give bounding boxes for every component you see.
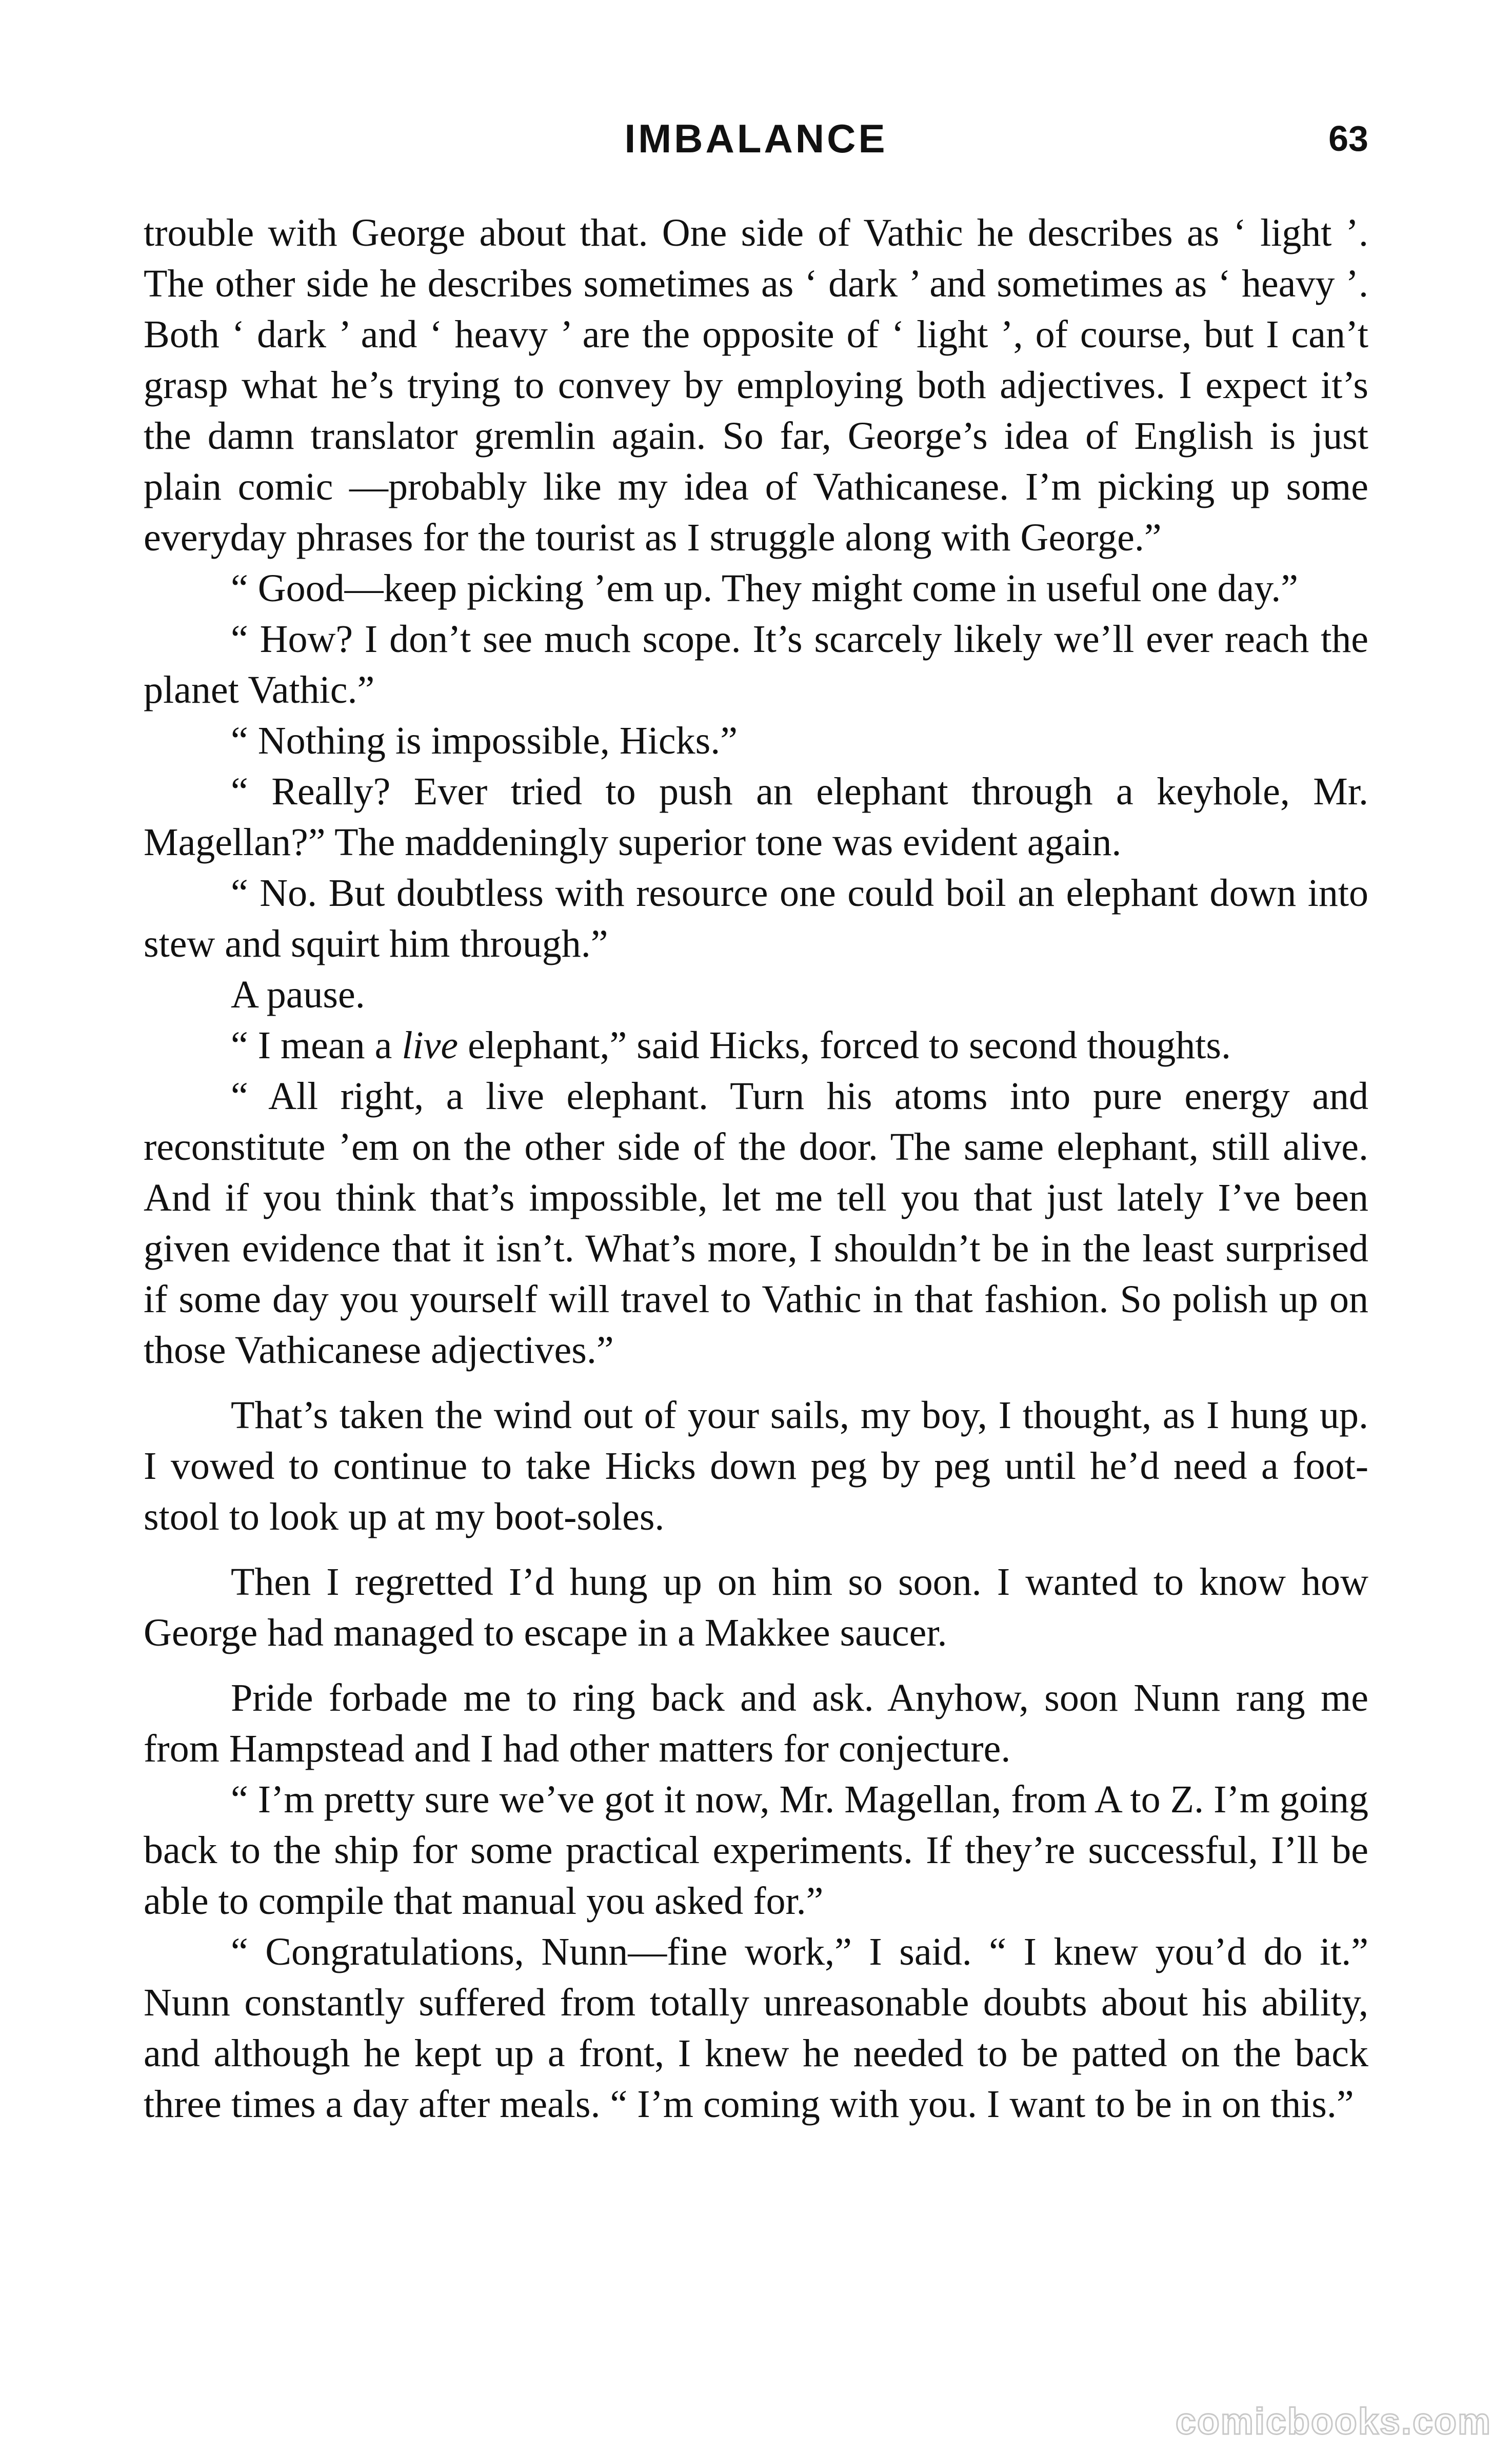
page-number: 63	[1328, 118, 1368, 159]
watermark: comicbooks.com	[1175, 2401, 1491, 2442]
body-text	[144, 208, 1368, 2130]
paragraph: “ How? I don’t see much scope. It’s scarcely likely we’ll ever reach the planet Vathic.”	[144, 618, 1368, 711]
paragraph: “ Nothing is impossible, Hicks.”	[231, 719, 738, 762]
running-title: IMBALANCE	[624, 116, 888, 161]
paragraph: “ I’m pretty sure we’ve got it now, Mr. Magellan, from A to Z. I’m going back to the ship for some practical experiments. If they’re successful, I’ll be able to compile that manual you asked for.”	[144, 1778, 1368, 1923]
paragraph: “ No. But doubtless with resource one could boil an elephant down into stew and squirt him through.”	[144, 872, 1368, 965]
paragraph: “ Good—keep picking ’em up. They might come in useful one day.”	[231, 567, 1299, 610]
page-header	[144, 110, 1368, 167]
paragraph: Pride forbade me to ring back and ask. Anyhow, soon Nunn rang me from Hampstead and I had other matters for conjecture.	[144, 1676, 1368, 1770]
paragraph: trouble with George about that. One side of Vathic he describes as ‘ light ’. The other side he describes sometimes as ‘ dark ’ and sometimes as ‘ heavy ’. Both ‘ dark ’ and ‘ heavy ’ are the opposite of ‘ light ’, of course, but I can’t grasp what he’s trying to convey by employing both adjectives. I expect it’s the damn translator gremlin again. So far, George’s idea of English is just plain comic —probably like my idea of Vathicanese. I’m picking up some everyday phrases for the tourist as I struggle along with George.”	[144, 211, 1368, 559]
paragraph: “ Congratulations, Nunn—fine work,” I said. “ I knew you’d do it.” Nunn constantly suffered from totally unreasonable doubts about his ability, and although he kept up a front, I knew he needed to be patted on the back three times a day after meals. “ I’m coming with you. I want to be in on this.”	[144, 1930, 1368, 2126]
paragraph: A pause.	[231, 973, 365, 1016]
paragraph: “ Really? Ever tried to push an elephant through a keyhole, Mr. Magellan?” The maddeningly superior tone was evident again.	[144, 770, 1368, 864]
paragraph: Then I regretted I’d hung up on him so soon. I wanted to know how George had managed to escape in a Makkee saucer.	[144, 1560, 1368, 1654]
paragraph: “ I mean a live elephant,” said Hicks, forced to second thoughts.	[231, 1024, 1231, 1067]
paragraph: That’s taken the wind out of your sails, my boy, I thought, as I hung up. I vowed to continue to take Hicks down peg by peg until he’d need a foot-stool to look up at my boot-soles.	[144, 1394, 1368, 1538]
paragraph: “ All right, a live elephant. Turn his atoms into pure energy and reconstitute ’em on the other side of the door. The same elephant, still alive. And if you think that’s impossible, let me tell you that just lately I’ve been given evidence that it isn’t. What’s more, I shouldn’t be in the least surprised if some day you yourself will travel to Vathic in that fashion. So polish up on those Vathicanese adjectives.”	[144, 1075, 1368, 1372]
